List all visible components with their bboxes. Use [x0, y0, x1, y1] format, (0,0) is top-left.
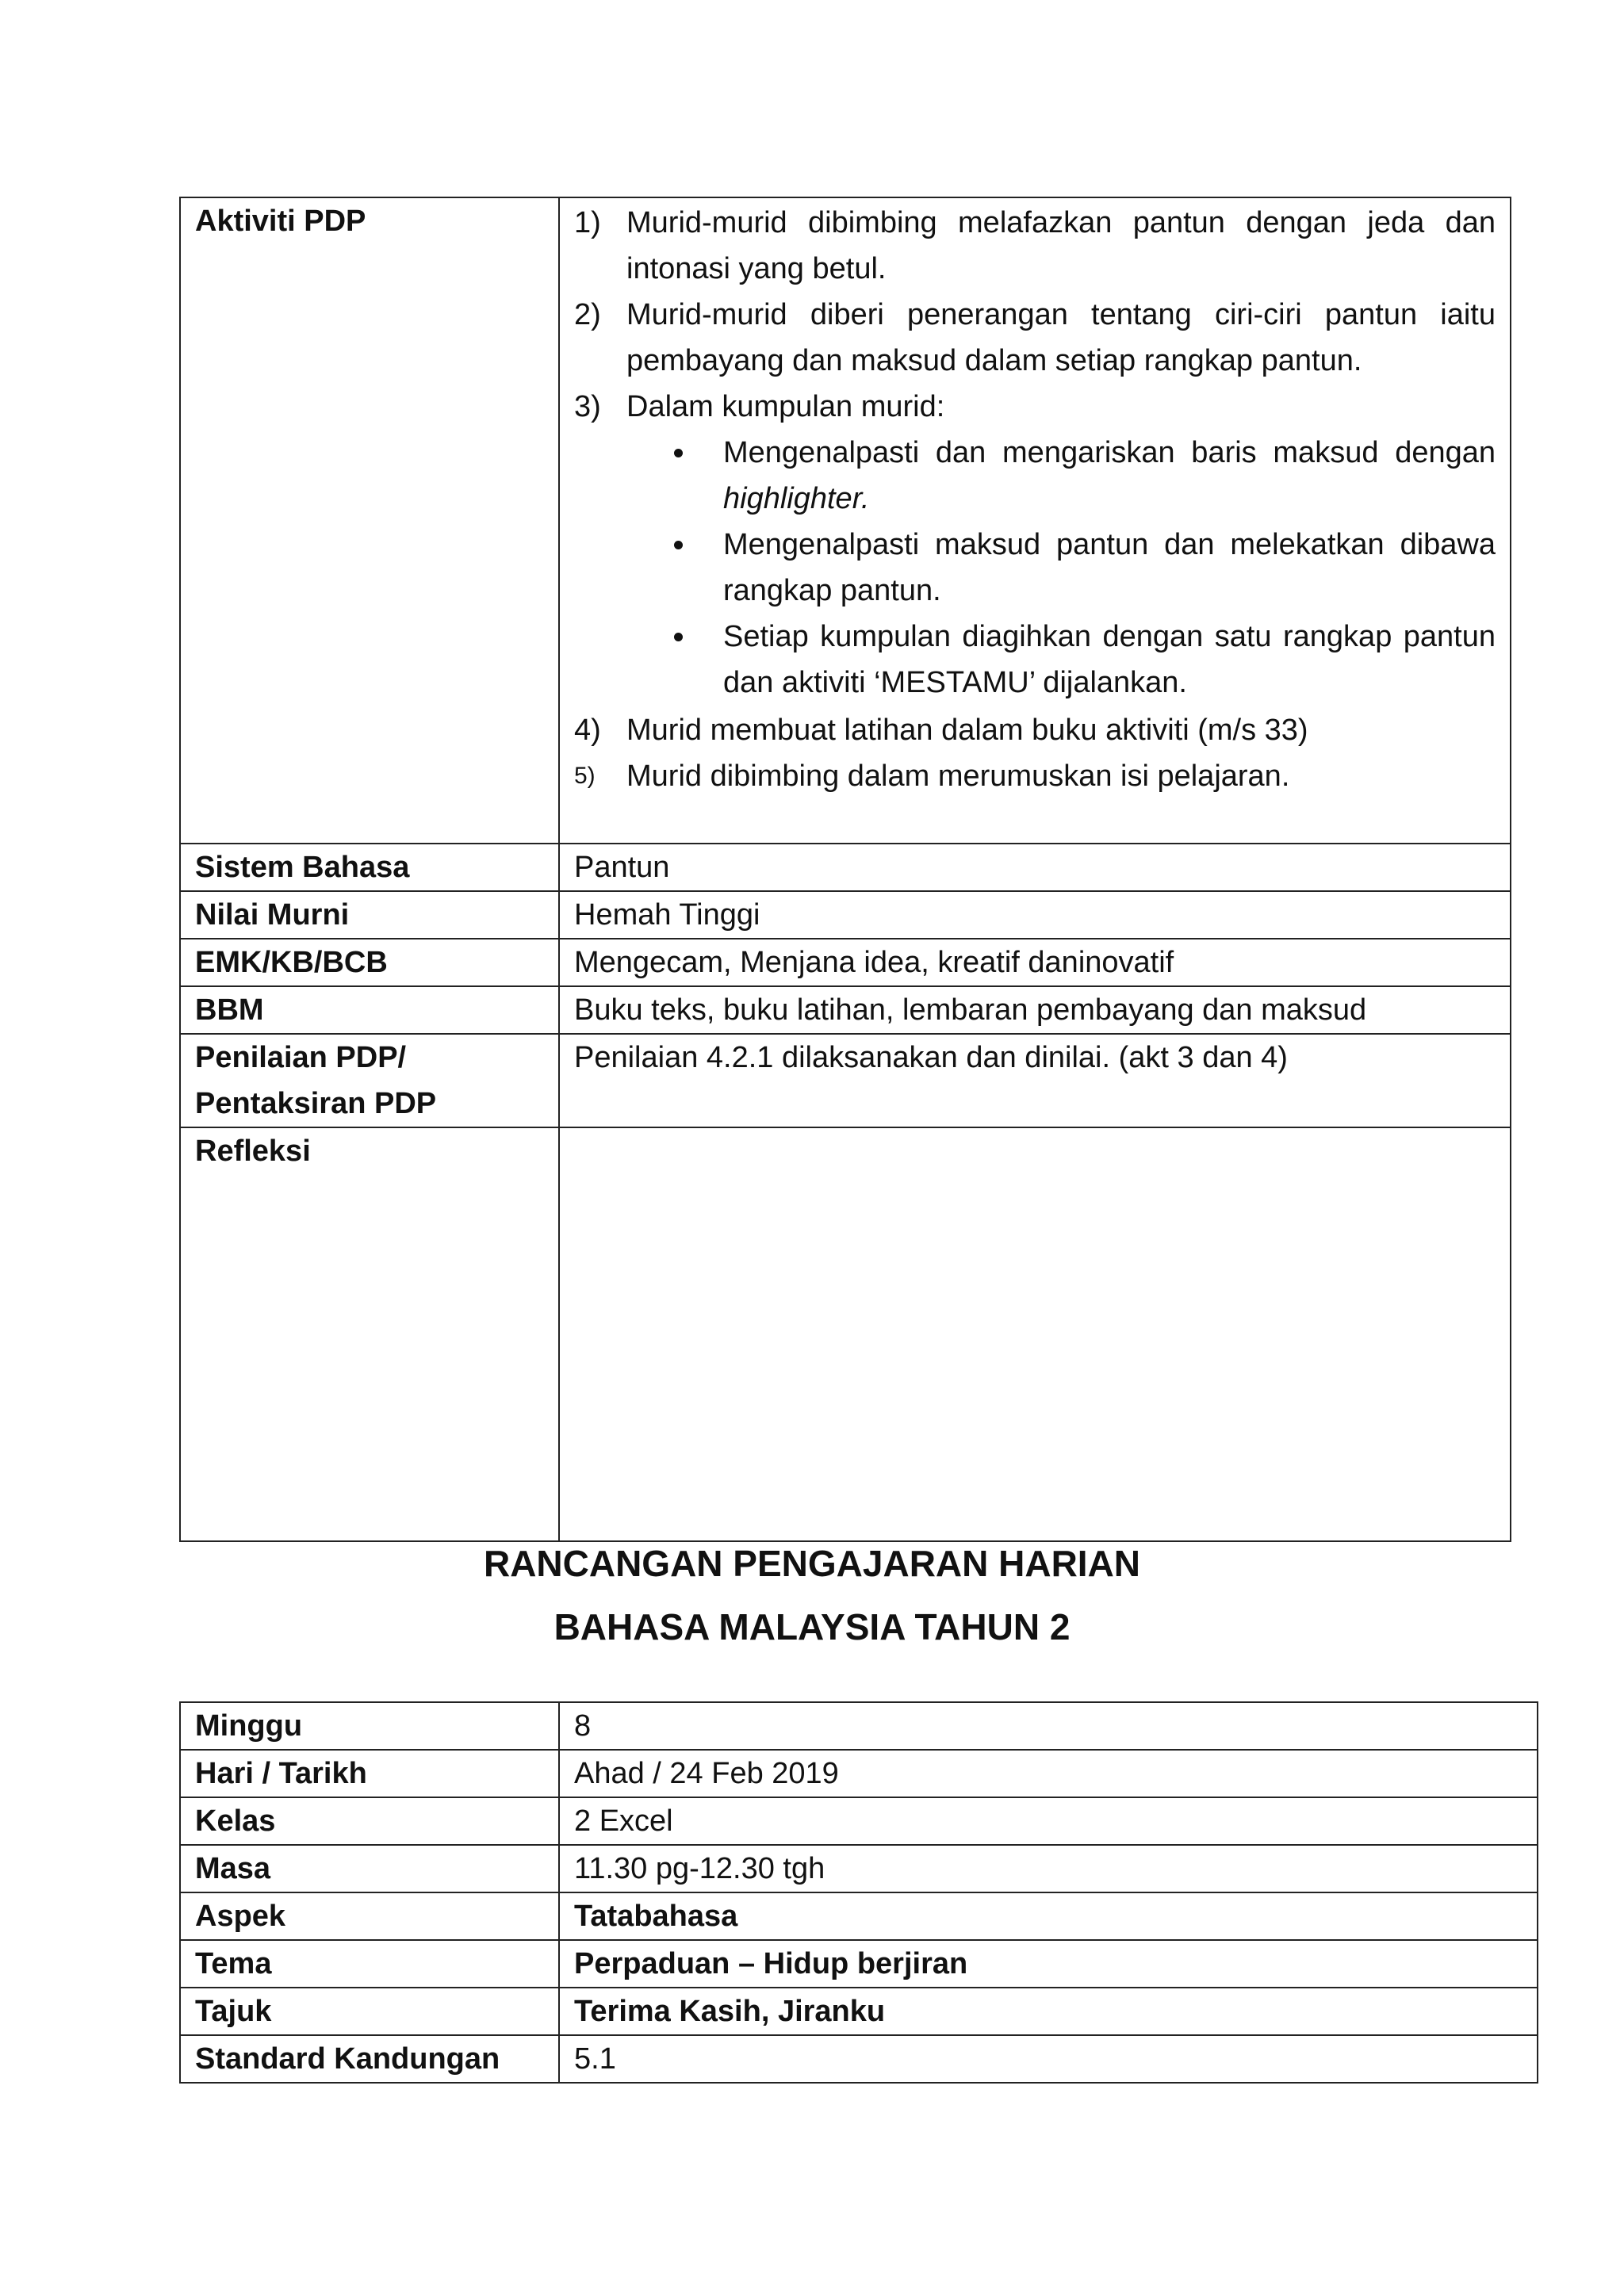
row-label: Standard Kandungan [180, 2035, 559, 2083]
lesson-activity-table [179, 197, 1511, 1542]
table-row [180, 2035, 1538, 2083]
row-label [180, 1034, 559, 1127]
row-label: EMK/KB/BCB [180, 939, 559, 986]
lesson-info-table [179, 1701, 1538, 2084]
row-label: Masa [180, 1845, 559, 1892]
step-number: 1) [574, 206, 601, 239]
row-label: Aktiviti PDP [180, 197, 559, 844]
row-label: Refleksi [180, 1127, 559, 1541]
step-text: Murid dibimbing dalam merumuskan isi pelajaran. [626, 760, 1290, 793]
aktiviti-content [559, 197, 1511, 844]
step-number: 4) [574, 714, 601, 747]
row-value: 8 [559, 1702, 1538, 1750]
list-item [574, 707, 1496, 753]
list-item [574, 292, 1496, 384]
bullet-text: Setiap kumpulan diagihkan dengan satu rangkap pantun dan aktiviti ‘MESTAMU’ dijalankan. [723, 620, 1496, 699]
step-number: 3) [574, 390, 601, 423]
table-row [180, 1797, 1538, 1845]
row-value: Hemah Tinggi [559, 891, 1511, 939]
page-title: RANCANGAN PENGAJARAN HARIAN [483, 1543, 1141, 1584]
activity-steps-list-continued [574, 707, 1496, 799]
row-label: Hari / Tarikh [180, 1750, 559, 1797]
row-value: Pantun [559, 844, 1511, 891]
table-row [180, 1988, 1538, 2035]
list-item [574, 614, 1496, 706]
row-value: Tatabahasa [559, 1892, 1538, 1940]
table-row [180, 1892, 1538, 1940]
bullet-icon [674, 541, 683, 549]
row-value: Mengecam, Menjana idea, kreatif daninovatif [559, 939, 1511, 986]
list-item [574, 522, 1496, 614]
table-row [180, 939, 1511, 986]
bullet-text: Mengenalpasti dan mengariskan baris maksud dengan [723, 436, 1496, 469]
row-label: Sistem Bahasa [180, 844, 559, 891]
bullet-icon [674, 449, 683, 457]
bullet-text-italic: highlighter. [723, 482, 870, 515]
row-value: Buku teks, buku latihan, lembaran pembayang dan maksud [559, 986, 1511, 1034]
table-row [180, 1750, 1538, 1797]
row-value: Terima Kasih, Jiranku [559, 1988, 1538, 2035]
refleksi-value [559, 1127, 1511, 1541]
row-label: Minggu [180, 1702, 559, 1750]
table-row [180, 986, 1511, 1034]
row-label: Tajuk [180, 1988, 559, 2035]
step-text: Murid-murid dibimbing melafazkan pantun dengan jeda dan intonasi yang betul. [626, 206, 1496, 285]
list-item [574, 384, 1496, 430]
page-subtitle: BAHASA MALAYSIA TAHUN 2 [553, 1606, 1071, 1647]
step-number: 5) [574, 763, 596, 789]
row-label: BBM [180, 986, 559, 1034]
bullet-icon [674, 633, 683, 641]
table-row [180, 844, 1511, 891]
table-row-refleksi [180, 1127, 1511, 1541]
list-item [574, 753, 1496, 799]
list-item [574, 200, 1496, 292]
step-text: Murid membuat latihan dalam buku aktiviti (m/s 33) [626, 714, 1308, 747]
row-label-line: Penilaian PDP/ [195, 1041, 407, 1074]
row-label: Tema [180, 1940, 559, 1988]
activity-steps-list [574, 200, 1496, 430]
row-label: Kelas [180, 1797, 559, 1845]
row-value: 2 Excel [559, 1797, 1538, 1845]
table-row [180, 891, 1511, 939]
bullet-text: Mengenalpasti maksud pantun dan melekatkan dibawa rangkap pantun. [723, 528, 1496, 607]
row-value: Perpaduan – Hidup berjiran [559, 1940, 1538, 1988]
step-text: Dalam kumpulan murid: [626, 390, 945, 423]
row-value: Penilaian 4.2.1 dilaksanakan dan dinilai. (akt 3 dan 4) [559, 1034, 1511, 1127]
table-row-aktiviti [180, 197, 1511, 844]
table-row [180, 1845, 1538, 1892]
list-item [574, 430, 1496, 522]
row-value: Ahad / 24 Feb 2019 [559, 1750, 1538, 1797]
row-value: 11.30 pg-12.30 tgh [559, 1845, 1538, 1892]
group-activity-bullets [574, 430, 1496, 706]
table-row-penilaian [180, 1034, 1511, 1127]
row-label: Nilai Murni [180, 891, 559, 939]
row-value: 5.1 [559, 2035, 1538, 2083]
step-number: 2) [574, 298, 601, 331]
row-label: Aspek [180, 1892, 559, 1940]
table-row [180, 1702, 1538, 1750]
step-text: Murid-murid diberi penerangan tentang ciri-ciri pantun iaitu pembayang dan maksud dalam setiap rangkap pantun. [626, 298, 1496, 377]
row-label-line: Pentaksiran PDP [195, 1087, 437, 1120]
table-row [180, 1940, 1538, 1988]
